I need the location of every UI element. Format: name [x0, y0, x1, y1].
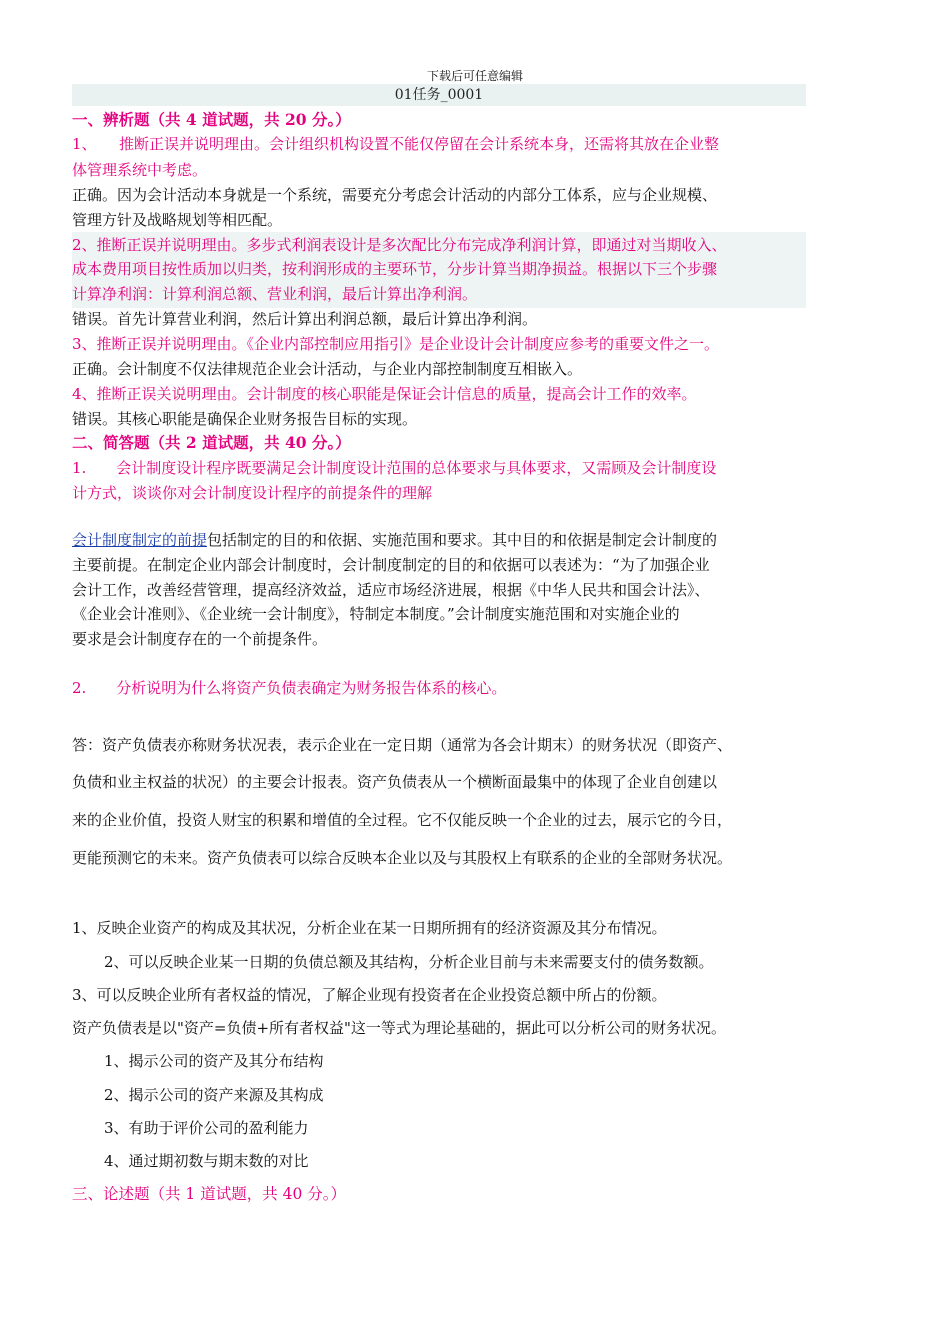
s1-a3: 正确。会计制度不仅法律规范企业会计活动，与企业内部控制制度互相嵌入。: [72, 360, 583, 378]
s1-a1-line2: 管理方针及战略规划等相匹配。: [72, 211, 283, 229]
balance-basis: 资产负债表是以"资产=负债+所有者权益"这一等式为理论基础的，据此可以分析公司的财务状况。: [72, 1019, 726, 1037]
s2-a1-line5: 要求是会计制度存在的一个前提条件。: [72, 630, 328, 648]
top-note: 下载后可任意编辑: [426, 69, 523, 83]
s1-q2-line3: 计算净利润：计算利润总额、营业利润，最后计算出净利润。: [72, 285, 478, 303]
s1-a4: 错误。其核心职能是确保企业财务报告目标的实现。: [72, 410, 418, 428]
s2-a1-line1: [72, 530, 717, 550]
s1-a2: 错误。首先计算营业利润，然后计算出利润总额，最后计算出净利润。: [72, 310, 538, 328]
list-item-3: 3、有助于评价公司的盈利能力: [104, 1119, 309, 1137]
s1-q1-line2: 体管理系统中考虑。: [72, 161, 208, 179]
point-2: 2、可以反映企业某一日期的负债总额及其结构，分析企业目前与未来需要支付的债务数额。: [104, 953, 714, 971]
point-3: 3、可以反映企业所有者权益的情况，了解企业现有投资者在企业投资总额中所占的份额。: [72, 986, 667, 1004]
s2-a1-line3: 会计工作，改善经营管理，提高经济效益，适应市场经济进展，根据《中华人民共和国会计法》、: [72, 581, 710, 599]
section1-title: 一、辨析题（共 4 道试题，共 20 分。）: [72, 110, 351, 129]
s2-a2-line1: 答：资产负债表亦称财务状况表，表示企业在一定日期（通常为各会计期末）的财务状况（即资产、: [72, 736, 733, 754]
s2-a2-line2: 负债和业主权益的状况）的主要会计报表。资产负债表从一个横断面最集中的体现了企业自创建以: [72, 773, 718, 791]
s1-q1-line1: 1、 推断正误并说明理由。会计组织机构设置不能仅停留在会计系统本身，还需将其放在企业整: [72, 135, 720, 153]
list-item-1: 1、揭示公司的资产及其分布结构: [104, 1052, 324, 1070]
premise-link[interactable]: 会计制度制定的前提: [72, 531, 208, 549]
s2-a1-line2: 主要前提。在制定企业内部会计制度时，会计制度制定的目的和依据可以表述为：“为了加强企业: [72, 556, 710, 574]
s2-a1-line4: 《企业会计准则》、《企业统一会计制度》，特制定本制度。”会计制度实施范围和对实施企业的: [72, 605, 680, 623]
section2-title: 二、简答题（共 2 道试题，共 40 分。）: [72, 433, 351, 452]
s1-q3: 3、推断正误并说明理由。《企业内部控制应用指引》是企业设计会计制度应参考的重要文件之一。: [72, 335, 720, 353]
s1-a1-line1: 正确。因为会计活动本身就是一个系统，需要充分考虑会计活动的内部分工体系，应与企业规模、: [72, 186, 718, 204]
s2-q1-line1: 1. 会计制度设计程序既要满足会计制度设计范围的总体要求与具体要求，又需顾及会计制度设: [72, 459, 717, 477]
point-1: 1、反映企业资产的构成及其状况，分析企业在某一日期所拥有的经济资源及其分布情况。: [72, 919, 667, 937]
task-title-bar: 01任务_0001: [72, 84, 806, 106]
s2-a1-line1-rest: 包括制定的目的和依据、实施范围和要求。其中目的和依据是制定会计制度的: [207, 531, 718, 549]
s2-q2: 2. 分析说明为什么将资产负债表确定为财务报告体系的核心。: [72, 679, 507, 697]
s2-a2-line3: 来的企业价值，投资人财宝的积累和增值的全过程。它不仅能反映一个企业的过去，展示它的今日，: [72, 811, 733, 829]
s1-q2-line1: 2、推断正误并说明理由。多步式利润表设计是多次配比分布完成净利润计算，即通过对当期收入、: [72, 236, 727, 254]
list-item-4: 4、通过期初数与期末数的对比: [104, 1152, 309, 1170]
section3-title: 三、论述题（共 1 道试题，共 40 分。）: [72, 1185, 347, 1203]
s2-a2-line4: 更能预测它的未来。资产负债表可以综合反映本企业以及与其股权上有联系的企业的全部财务状况。: [72, 849, 733, 867]
s1-q2-line2: 成本费用项目按性质加以归类，按利润形成的主要环节，分步计算当期净损益。根据以下三个步骤: [72, 260, 718, 278]
list-item-2: 2、揭示公司的资产来源及其构成: [104, 1086, 324, 1104]
s2-q1-line2: 计方式，谈谈你对会计制度设计程序的前提条件的理解: [72, 484, 433, 502]
s1-q4: 4、推断正误关说明理由。会计制度的核心职能是保证会计信息的质量，提高会计工作的效率。: [72, 385, 697, 403]
